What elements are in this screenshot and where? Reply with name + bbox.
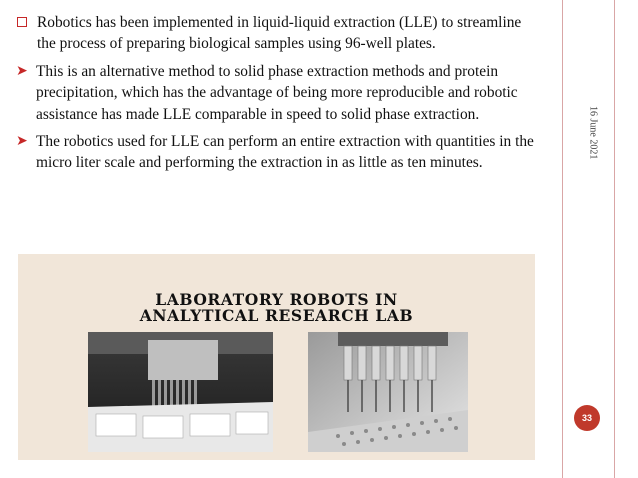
arrow-bullet-icon: ➤: [16, 134, 28, 150]
divider-line-right: [614, 0, 615, 478]
bullet-text: The robotics used for LLE can perform an entire extraction with quantities in the micro liter scale and performing the extraction in as little as ten minutes.: [36, 133, 534, 172]
figure-title-line: LABORATORY ROBOTS IN: [155, 290, 398, 309]
bullet-text: This is an alternative method to solid phase extraction methods and protein precipitation, which has the advantage of being more reproducible and robotic assistance has made LLE comparable in speed to solid phase extraction.: [36, 62, 518, 123]
bullet-item: [14, 131, 534, 174]
bullet-item: [14, 61, 534, 125]
divider-line-left: [562, 0, 563, 478]
arrow-bullet-icon: ➤: [16, 63, 28, 79]
page-number-badge: [574, 405, 600, 431]
square-bullet-icon: [17, 17, 27, 27]
robot-workstation-photo: [88, 332, 273, 452]
page-number: 33: [581, 413, 592, 423]
slide-content: [14, 12, 534, 180]
slide-date: 16 June 2021: [587, 106, 599, 160]
figure-title-line: ANALYTICAL RESEARCH LAB: [139, 306, 414, 325]
bullet-item: [14, 12, 534, 55]
lab-robots-figure: [18, 254, 535, 460]
pipette-array-photo: [308, 332, 468, 452]
figure-title: [18, 292, 535, 324]
bullet-text: Robotics has been implemented in liquid-liquid extraction (LLE) to streamline the process of preparing biological samples using 96-well plates.: [37, 14, 522, 53]
